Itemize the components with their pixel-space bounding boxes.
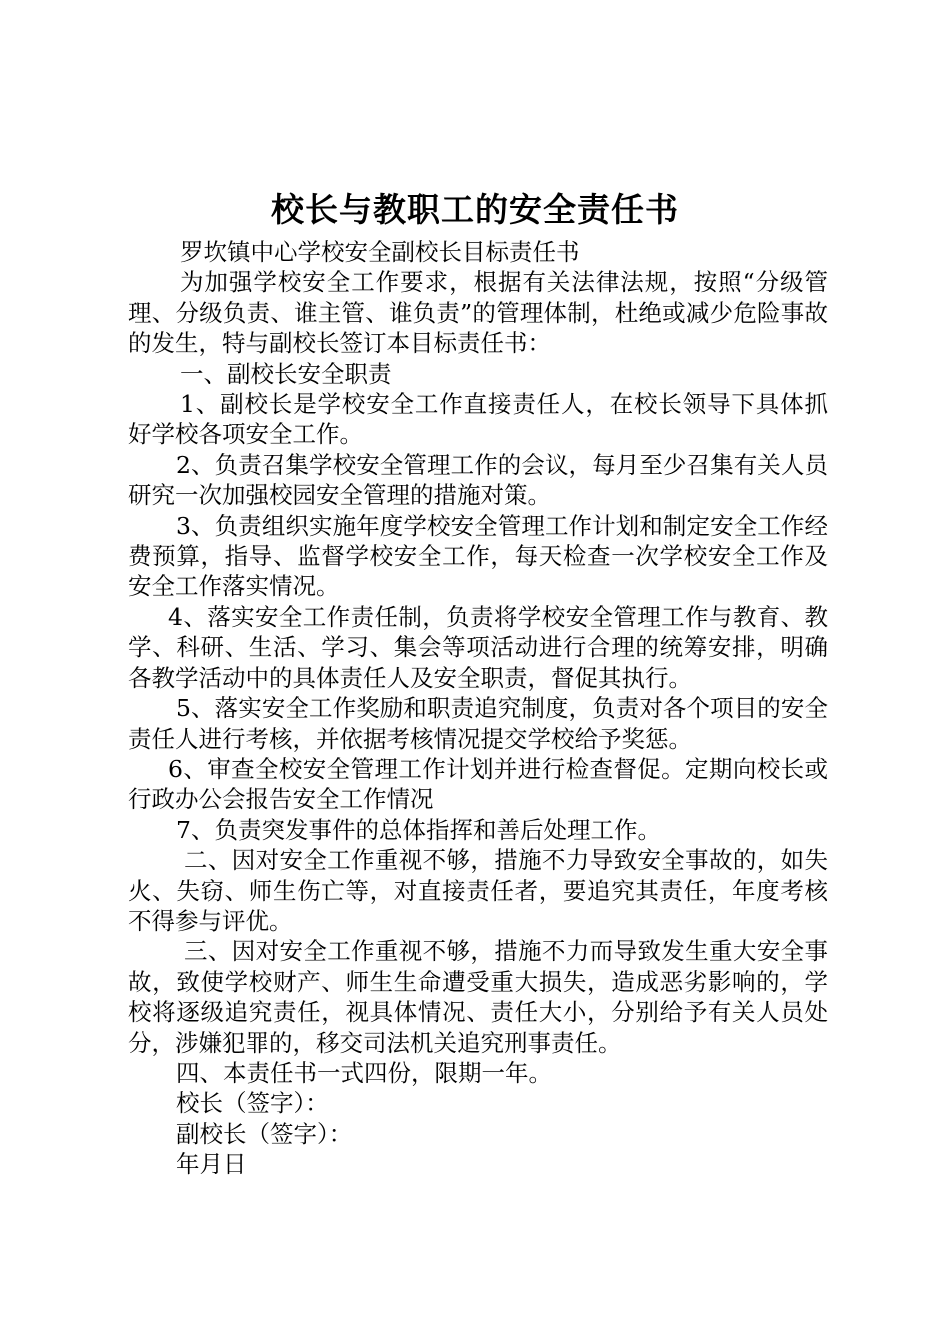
section-heading-1: 一、副校长安全职责 xyxy=(180,359,392,388)
paragraph-item-1: 1、副校长是学校安全工作直接责任人，在校长领导下具体抓好学校各项安全工作。 xyxy=(128,390,828,449)
date-line: 年月日 xyxy=(176,1150,247,1179)
paragraph-item-7: 7、负责突发事件的总体指挥和善后处理工作。 xyxy=(176,815,661,844)
paragraph-item-4: 4、落实安全工作责任制，负责将学校安全管理工作与教育、教学、科研、生活、学习、集会等项活动进行合理的统筹安排，明确各教学活动中的具体责任人及安全职责，督促其执行。 xyxy=(128,602,828,692)
paragraph-item-6: 6、审查全校安全管理工作计划并进行检查督促。定期向校长或行政办公会报告安全工作情况 xyxy=(128,754,828,814)
section-heading-2: 二、因对安全工作重视不够，措施不力导致安全事故的，如失火、失窃、师生伤亡等，对直接责任者，要追究其责任，年度考核不得参与评优。 xyxy=(128,846,828,935)
section-heading-4: 四、本责任书一式四份，限期一年。 xyxy=(176,1058,552,1087)
paragraph-item-5: 5、落实安全工作奖励和职责追究制度，负责对各个项目的安全责任人进行考核，并依据考核情况提交学校给予奖惩。 xyxy=(128,694,828,753)
document-body xyxy=(128,237,828,1180)
paragraph-item-2: 2、负责召集学校安全管理工作的会议，每月至少召集有关人员研究一次加强校园安全管理的措施对策。 xyxy=(128,450,828,510)
paragraph-item-3: 3、负责组织实施年度学校安全管理工作计划和制定安全工作经费预算，指导、监督学校安全工作，每天检查一次学校安全工作及安全工作落实情况。 xyxy=(128,511,828,601)
section-heading-3: 三、因对安全工作重视不够，措施不力而导致发生重大安全事故，致使学校财产、师生生命遭受重大损失，造成恶劣影响的，学校将逐级追究责任，视具体情况、责任大小，分别给予有关人员处分，涉嫌犯罪的，移交司法机关追究刑事责任。 xyxy=(128,937,828,1057)
paragraph-subtitle: 罗坎镇中心学校安全副校长目标责任书 xyxy=(180,238,580,266)
principal-signature-line: 校长（签字）： xyxy=(176,1089,329,1118)
paragraph-intro: 为加强学校安全工作要求，根据有关法律法规，按照“分级管理、分级负责、谁主管、谁负责”的管理体制，杜绝或减少危险事故的发生，特与副校长签订本目标责任书： xyxy=(128,268,828,358)
document-title: 校长与教职工的安全责任书 xyxy=(271,190,679,229)
vice-principal-signature-line: 副校长（签字）： xyxy=(176,1119,353,1148)
